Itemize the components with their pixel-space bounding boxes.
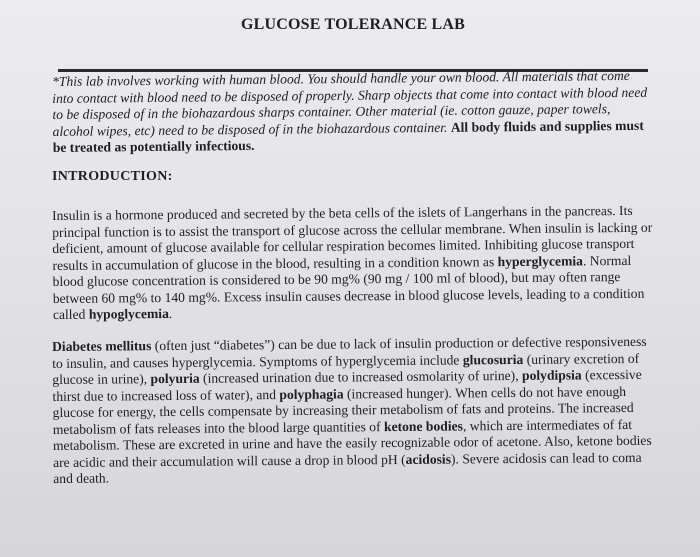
introduction-heading: INTRODUCTION: xyxy=(52,168,173,184)
insulin-paragraph-part2: . Normal blood glucose concentration is considered to be 90 mg% (90 mg / 100 ml of blood), but may often range between 60 mg% to 140 mg%. Excess insulin causes decrease in blood glucose levels, leading to a condition called xyxy=(52,252,645,322)
biohazard-warning xyxy=(52,68,651,157)
diabetes-paragraph-part7: ). Severe acidosis can lead to coma and death. xyxy=(53,449,642,487)
diabetes-paragraph-part4: (excessive thirst due to increased loss of water), and xyxy=(52,367,642,404)
term-hypoglycemia: hypoglycemia xyxy=(88,305,169,322)
term-polyuria: polyuria xyxy=(150,371,200,387)
document-title: GLUCOSE TOLERANCE LAB xyxy=(240,16,466,33)
insulin-paragraph xyxy=(52,203,655,324)
term-polyphagia: polyphagia xyxy=(279,386,344,402)
diabetes-paragraph-part1: (often just “diabetes”) can be due to lack of insulin production or defective responsiveness to insulin, and causes hyperglycemia. Symptoms of hyperglycemia include xyxy=(52,334,647,371)
warning-bold-text: All body fluids and supplies must be treated as potentially infectious. xyxy=(52,117,644,156)
warning-text: *This lab involves working with human blood. You should handle your own blood. All materials that come into contact with blood need to be disposed of properly. Sharp objects that come into contact with blood need to be disposed of in the biohazardous sharps container. Other material (ie. cotton gauze, paper towels, alcohol wipes, etc) need to be disposed of in the biohazardous container. xyxy=(52,67,648,139)
term-glucosuria: glucosuria xyxy=(462,351,524,368)
term-acidosis: acidosis xyxy=(405,451,452,467)
term-polydipsia: polydipsia xyxy=(521,367,582,384)
term-ketone-bodies: ketone bodies xyxy=(383,418,463,435)
diabetes-paragraph-part3: (increased urination due to increased osmolarity of urine), xyxy=(199,368,523,387)
insulin-paragraph-part3: . xyxy=(168,305,173,321)
diabetes-paragraph-part5: (increased hunger). When cells do not have enough glucose for energy, the cells compensate by increasing their metabolism of fats and proteins. The increased metabolism of fats releases into the blood large quantities of xyxy=(52,383,634,437)
diabetes-paragraph xyxy=(52,334,655,488)
term-diabetes-mellitus: Diabetes mellitus xyxy=(52,338,152,355)
term-hyperglycemia: hyperglycemia xyxy=(497,252,583,269)
diabetes-paragraph-part6: , which are intermediates of fat metabolism. These are excreted in urine and have the easily recognizable odor of acetone. Also, ketone bodies are acidic and their accumulation will cause a drop in blood pH ( xyxy=(52,416,652,470)
diabetes-paragraph-part2: (urinary excretion of glucose in urine), xyxy=(52,350,640,388)
insulin-paragraph-part1: Insulin is a hormone produced and secreted by the beta cells of the islets of Langerhans in the pancreas. Its principal function is to assist the transport of glucose across the cellular membrane. When insulin is lacking or deficient, amount of glucose available for cellular respiration becomes limited. Inhibiting glucose transport results in accumulation of glucose in the blood, resulting in a condition known as xyxy=(52,202,653,273)
